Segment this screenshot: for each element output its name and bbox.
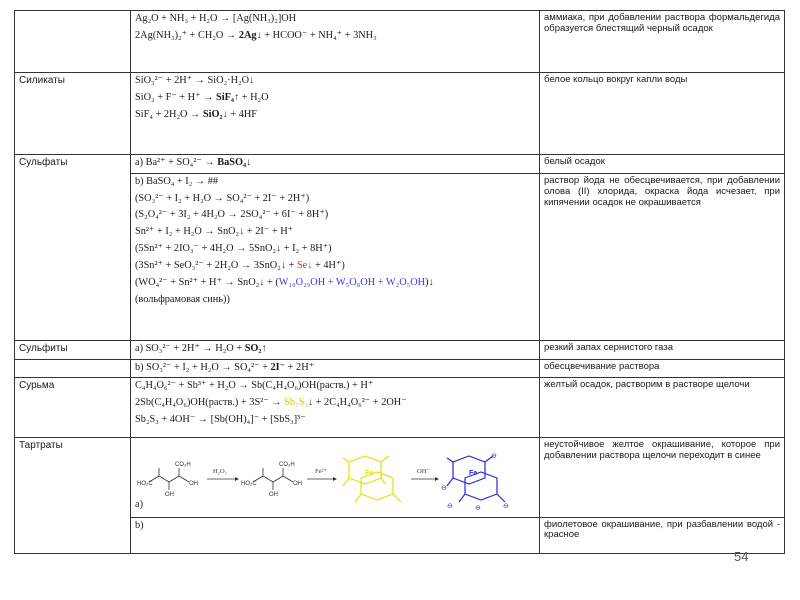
svg-text:HO₂C: HO₂C [241,481,257,488]
reactions-cell [131,438,540,517]
table-row [15,11,785,73]
reaction-line: (3Sn²⁺ + SeO₃²⁻ + 2H₂O → 3SnO₂↓ + Se↓ + 4H⁺) [135,259,345,271]
ion-cell [15,11,131,73]
svg-text:⊖: ⊖ [447,503,453,511]
reactions-cell [131,340,540,359]
observation-cell: фиолетовое окрашивание, при разбавлении водой - красное [540,517,785,553]
reagent-label: H₂O₂ [213,468,227,476]
reagent-label: OH⁻ [417,468,430,476]
svg-text:⊖: ⊖ [475,505,481,511]
ion-cell-sulfates: Сульфаты [15,155,131,341]
tartaric-acid-structure [149,468,189,490]
reaction-line: 2Ag(NH₃)₂⁺ + CH₂O → 2Ag↓ + HCOO⁻ + NH₄⁺ + 3NH₃ [135,29,377,41]
observation-cell: белое кольцо вокруг капли воды [540,73,785,155]
svg-text:CO₂H: CO₂H [279,462,295,469]
reagent-label: Fe²⁺ [315,468,327,476]
observation-cell: неустойчивое желтое окрашивание, которое при добавлении раствора щелочи переходит в синее [540,438,785,517]
svg-text:OH: OH [189,481,198,488]
reaction-line: Sb₂S₃ + 4OH⁻ → [Sb(OH)₄]⁻ + [SbS₃]³⁻ [135,414,306,426]
reaction-line: b) SO₃²⁻ + I₂ + H₂O → SO₄²⁻ + 2I⁻ + 2H⁺ [135,361,315,373]
table-row [15,73,785,155]
reaction-line: SiO₃²⁻ + 2H⁺ → SiO₂·H₂O↓ [135,75,255,86]
reaction-line: SiO₂ + F⁻ + H⁺ → SiF₄↑ + H₂O [135,91,269,103]
reaction-line: a) Ba²⁺ + SO₄²⁻ → BaSO₄↓ [135,157,252,168]
tartrate-reaction-scheme [135,448,535,510]
intermediate-structure [253,468,293,490]
ion-cell-sulfites: Сульфиты [15,340,131,359]
reaction-line: Sn²⁺ + I₂ + H₂O → SnO₂↓ + 2I⁻ + H⁺ [135,226,294,238]
observation-cell: обесцвечивание раствора [540,359,785,378]
reaction-line: b) BaSO₄ + I₂ → ## [135,175,219,187]
table-row [15,155,785,174]
reaction-line: Ag₂O + NH₃ + H₂O → [Ag(NH₃)₂]OH [135,13,297,24]
svg-text:OH: OH [269,492,278,499]
reaction-line: 2Sb(C₄H₄O₆)OH(раств.) + 3S²⁻ → Sb₂S₃↓ + 2C₄H₄O₆²⁻ + 2OH⁻ [135,397,407,409]
reaction-line: (SO₃²⁻ + I₂ + H₂O → SO₄²⁻ + 2I⁻ + 2H⁺) [135,192,310,204]
svg-text:OH: OH [293,481,302,488]
reactions-cell [131,517,540,553]
table-row [15,378,785,438]
reactions-cell [131,173,540,340]
svg-text:⊖: ⊖ [441,485,447,493]
reactions-cell [131,11,540,73]
observation-cell: белый осадок [540,155,785,174]
observation-cell: раствор йода не обесцвечивается, при добавлении олова (II) хлорида, окраска йода исчезает, при кипячении осадок не окрашивается [540,173,785,340]
table-row [15,173,785,340]
reaction-line: (вольфрамовая синь)) [135,293,230,305]
reaction-line: a) SO₃²⁻ + 2H⁺ → H₂O + SO₂↑ [135,342,267,354]
sub-label-b: b) [135,519,144,531]
blue-iron-complex [447,456,505,502]
table-row [15,517,785,553]
page-number: 54 [734,549,749,564]
table-row [15,438,785,517]
reactions-cell [131,155,540,174]
reaction-line: (5Sn²⁺ + 2IO₃⁻ + 4H₂O → 5SnO₂↓ + I₂ + 8H⁺) [135,243,332,255]
observation-cell: аммиака, при добавлении раствора формальдегида образуется блестящий черный осадок [540,11,785,73]
reactions-cell [131,359,540,378]
table-row [15,359,785,378]
iron-label: Fe [469,470,478,478]
table-row [15,340,785,359]
iron-label: Fe [365,470,374,478]
reaction-line: SiF₄ + 2H₂O → SiO₂↓ + 4HF [135,108,258,120]
svg-text:HO₂C: HO₂C [137,481,153,488]
reactions-cell [131,378,540,438]
svg-text:CO₂H: CO₂H [175,462,191,469]
reaction-line: (WO₄²⁻ + Sn²⁺ + H⁺ → SnO₂↓ + (W₁₀O₂₉OH + W₅O₈OH + W₂O₅OH)↓ [135,276,434,288]
ion-cell-tartrates: Тартраты [15,438,131,553]
ion-cell [15,359,131,378]
reactions-cell [131,73,540,155]
observation-cell: резкий запах сернистого газа [540,340,785,359]
observation-cell: желтый осадок, растворим в растворе щелочи [540,378,785,438]
yellow-iron-complex [343,456,401,502]
svg-text:⊖: ⊖ [491,453,497,461]
reaction-line: (S₂O₄²⁻ + 3I₂ + 4H₂O → 2SO₄²⁻ + 6I⁻ + 8H⁺) [135,209,329,221]
reactions-table [14,10,785,554]
reaction-line: C₄H₄O₆²⁻ + Sb³⁺ + H₂O → Sb(C₄H₄O₆)OH(раств.) + H⁺ [135,380,374,392]
ion-cell-silicates: Силикаты [15,73,131,155]
ion-cell-antimony: Сурьма [15,378,131,438]
svg-text:OH: OH [165,492,174,499]
sub-label-a: a) [135,498,143,510]
svg-text:⊖: ⊖ [503,503,509,511]
